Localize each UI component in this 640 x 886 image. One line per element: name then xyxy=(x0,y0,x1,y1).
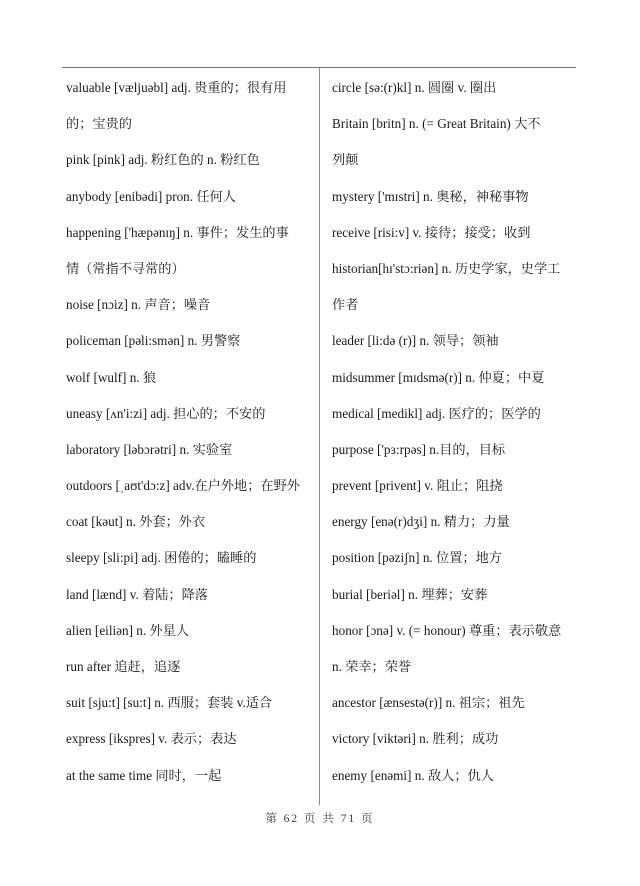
vocab-line: enemy [enəmi] n. 敌人；仇人 xyxy=(332,767,494,783)
vocab-line: 情（常指不寻常的） xyxy=(66,260,185,276)
vocab-line: midsummer [mɪdsmə(r)] n. 仲夏；中夏 xyxy=(332,369,545,385)
vocab-line: honor [ɔnə] v. (= honour) 尊重；表示敬意 xyxy=(332,622,562,638)
vocab-line: outdoors [ˌaʊt'dɔ:z] adv.在户外地；在野外 xyxy=(66,478,300,494)
vocab-line: at the same time 同时，一起 xyxy=(66,767,222,783)
vocab-line: mystery ['mɪstri] n. 奥秘，神秘事物 xyxy=(332,188,529,204)
vocab-line: position [pəziʃn] n. 位置；地方 xyxy=(332,550,502,566)
vocab-line: receive [risi:v] v. 接待；接受；收到 xyxy=(332,224,531,240)
vocab-line: suit [sju:t] [su:t] n. 西服；套装 v.适合 xyxy=(66,695,273,711)
vocab-line: policeman [pəli:smən] n. 男警察 xyxy=(66,333,241,349)
vocab-line: noise [nɔiz] n. 声音；噪音 xyxy=(66,297,211,313)
page-number-footer: 第 62 页 共 71 页 xyxy=(265,813,375,825)
vocab-line: 的；宝贵的 xyxy=(66,116,132,132)
vocab-line: victory [viktəri] n. 胜利；成功 xyxy=(332,731,499,747)
vocab-line: express [ikspres] v. 表示；表达 xyxy=(66,731,237,747)
vocab-line: valuable [væljuəbl] adj. 贵重的；很有用 xyxy=(66,80,287,95)
vocab-line: alien [eiliən] n. 外星人 xyxy=(66,622,190,638)
left-column xyxy=(66,70,311,794)
vocab-line: run after 追赶，追逐 xyxy=(66,659,181,674)
vocab-line: happening ['hæpənɪŋ] n. 事件；发生的事 xyxy=(66,224,289,240)
vocab-line: burial [beriəl] n. 埋葬；安葬 xyxy=(332,586,488,602)
right-column xyxy=(332,70,582,794)
vocab-line: purpose ['pɜ:rpəs] n.目的，目标 xyxy=(332,441,506,457)
vocab-line: Britain [britn] n. (= Great Britain) 大不 xyxy=(332,116,541,132)
vocab-line: leader [li:də (r)] n. 领导；领袖 xyxy=(332,333,499,349)
vocab-line: anybody [enibədi] pron. 任何人 xyxy=(66,188,236,204)
vocab-line: uneasy [ʌn'i:zi] adj. 担心的；不安的 xyxy=(66,405,266,421)
vocab-line: laboratory [ləbɔrətri] n. 实验室 xyxy=(66,441,233,457)
vocab-line: wolf [wulf] n. 狼 xyxy=(66,369,157,385)
vocab-line: 列颠 xyxy=(332,152,359,168)
vocab-line: ancestor [ænsestə(r)] n. 祖宗；祖先 xyxy=(332,695,525,711)
vocab-line: 作者 xyxy=(332,297,359,313)
vocab-line: land [lænd] v. 着陆；降落 xyxy=(66,586,208,602)
vocab-line: energy [enə(r)dʒi] n. 精力；力量 xyxy=(332,514,510,530)
vocab-line: medical [medikl] adj. 医疗的；医学的 xyxy=(332,405,541,421)
vocab-line: historian[hɪ'stɔ:riən] n. 历史学家，史学工 xyxy=(332,260,561,276)
vocab-line: coat [kəut] n. 外套；外衣 xyxy=(66,514,206,530)
column-divider xyxy=(319,67,320,805)
vocab-line: pink [pink] adj. 粉红色的 n. 粉红色 xyxy=(66,152,260,168)
vocab-line: sleepy [sli:pi] adj. 困倦的；瞌睡的 xyxy=(66,550,257,566)
vocab-line: prevent [privent] v. 阻止；阻挠 xyxy=(332,478,503,494)
vocab-line: circle [sə:(r)kl] n. 圆圈 v. 圈出 xyxy=(332,80,497,95)
vocab-line: n. 荣幸；荣誉 xyxy=(332,659,412,674)
